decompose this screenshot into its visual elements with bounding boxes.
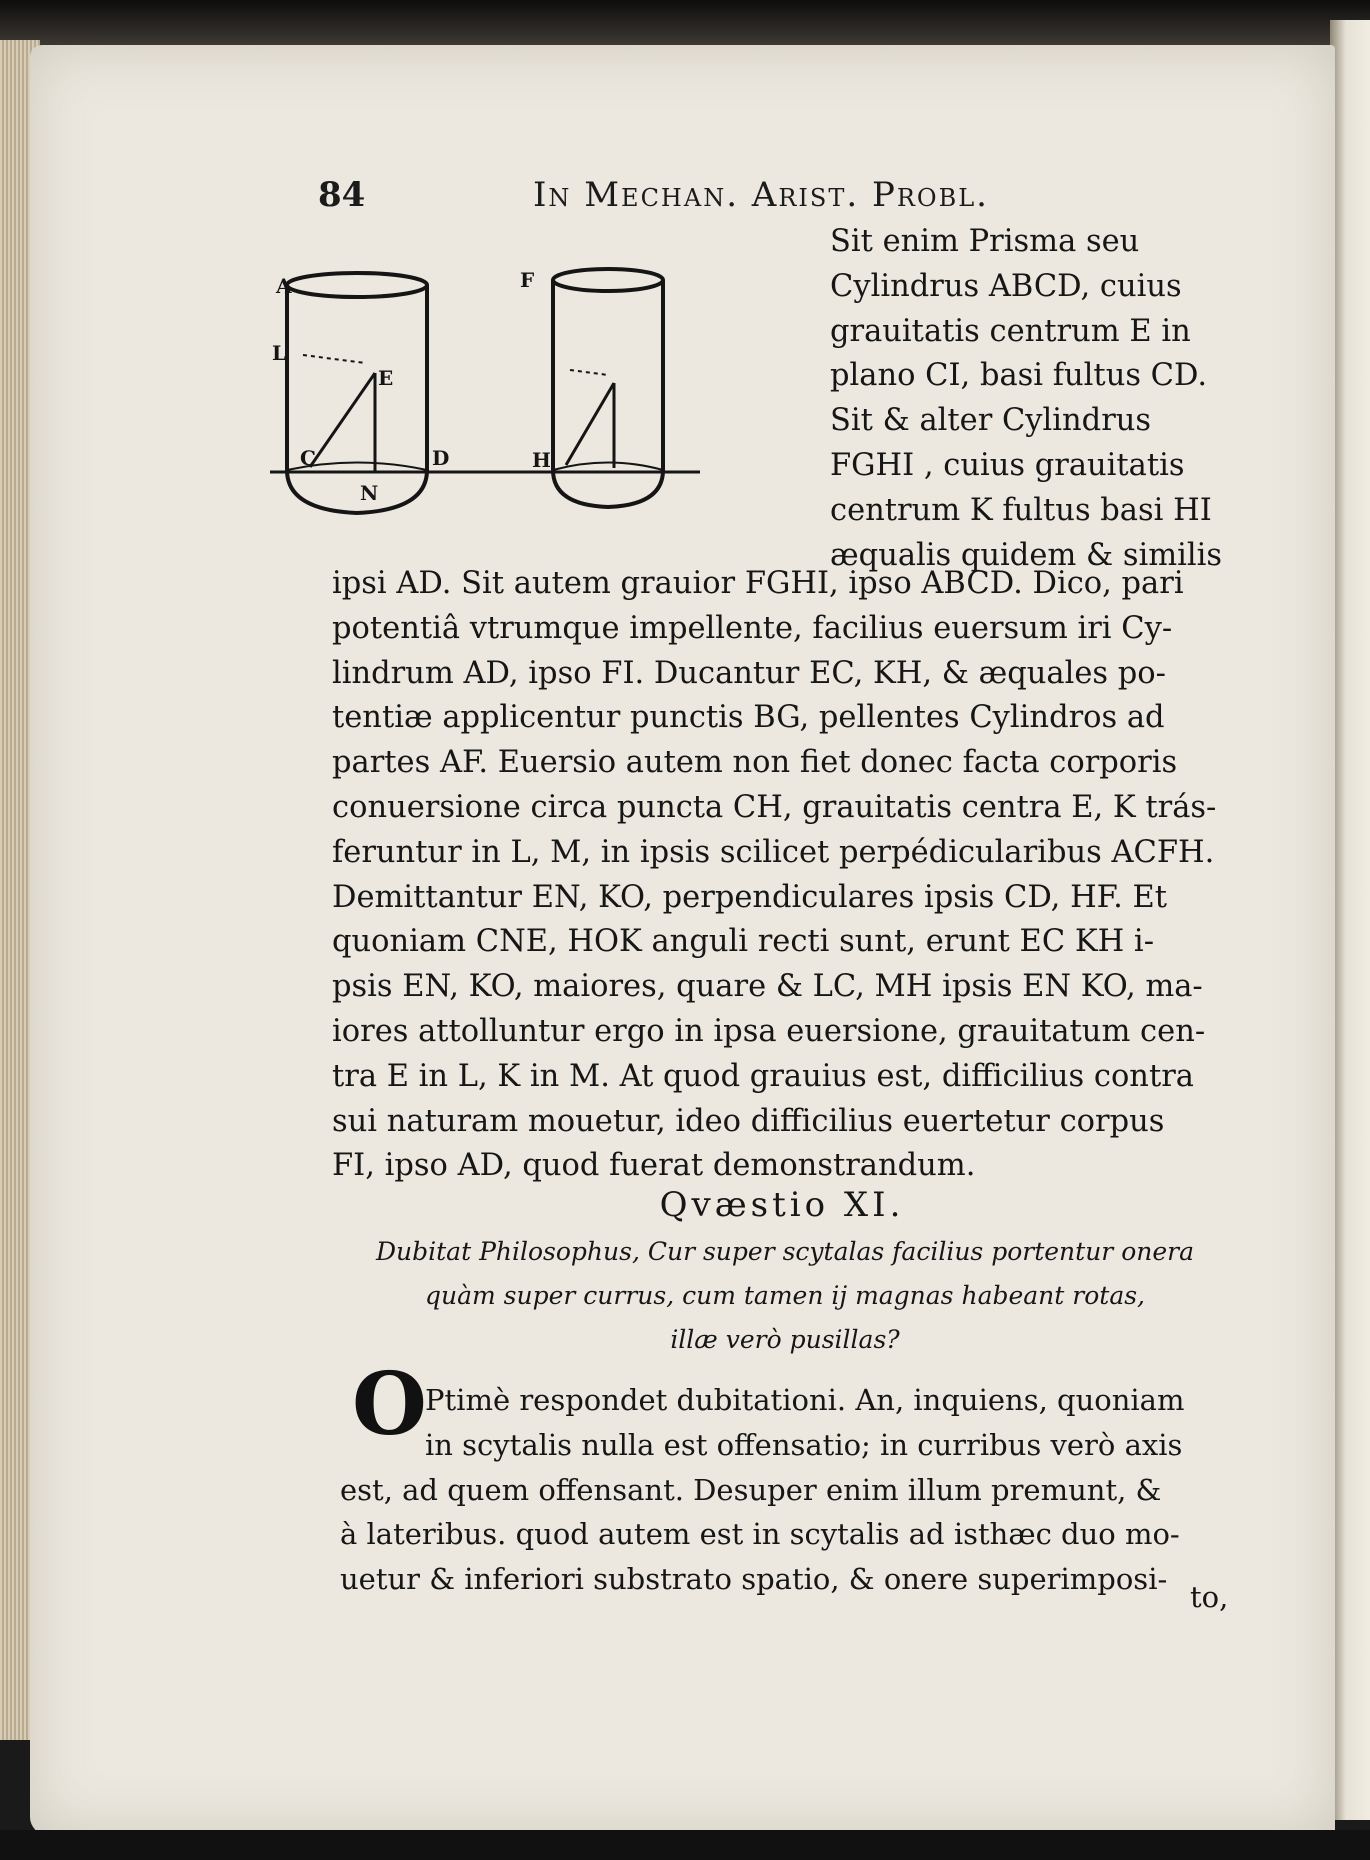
main-line: ipsi AD. Sit autem grauior FGHI, ipso ABCD. Dico, pari	[332, 566, 1184, 601]
side-line: Sit enim Prisma seu	[830, 224, 1140, 259]
cylinder-abcd	[287, 273, 427, 513]
main-line: FI, ipso AD, quod fuerat demonstrandum.	[332, 1148, 976, 1184]
subtitle-line: quàm super currus, cum tamen ij magnas habeant rotas,	[425, 1281, 1145, 1310]
subtitle-line: illæ verò pusillas?	[670, 1325, 900, 1354]
scan-background-bottom	[0, 1830, 1370, 1860]
side-line: plano CI, basi fultus CD.	[830, 358, 1208, 394]
main-line: partes AF. Euersio autem non fiet donec facta corporis	[332, 745, 1178, 781]
answer-line: est, ad quem offensant. Desuper enim illum premunt, &	[340, 1472, 1162, 1507]
answer-line: à lateribus. quod autem est in scytalis ad isthæc duo mo-	[340, 1517, 1180, 1552]
drop-cap: O	[352, 1354, 427, 1455]
answer-text	[340, 1378, 1245, 1602]
main-line: psis EN, KO, maiores, quare & LC, MH ipsis EN KO, ma-	[332, 969, 1203, 1005]
label-h: H	[532, 448, 551, 472]
label-l: L	[272, 341, 287, 365]
label-d: D	[432, 446, 450, 470]
side-line: centrum K fultus basi HI	[830, 492, 1212, 528]
label-c: C	[300, 446, 316, 470]
main-line: potentiâ vtrumque impellente, facilius euersum iri Cy-	[332, 610, 1173, 646]
cylinders-figure	[270, 255, 830, 535]
label-n: N	[360, 481, 379, 505]
label-a: A	[276, 274, 292, 298]
label-f: F	[520, 268, 535, 292]
main-line: lindrum AD, ipso FI. Ducantur EC, KH, & æquales po-	[332, 655, 1166, 691]
main-line: tentiæ applicentur punctis BG, pellentes Cylindros ad	[332, 700, 1165, 736]
page-number: 84	[318, 175, 366, 215]
answer-line: uetur & inferiori substrato spatio, & onere superimposi-	[340, 1562, 1168, 1597]
facing-page-edge	[1330, 20, 1370, 1820]
answer-line: in scytalis nulla est offensatio; in curribus verò axis	[425, 1427, 1183, 1462]
side-text	[830, 220, 1250, 578]
main-line: tra E in L, K in M. At quod grauius est, difficilius contra	[332, 1058, 1194, 1094]
main-line: iores attolluntur ergo in ipsa euersione, grauitatum cen-	[332, 1013, 1206, 1049]
side-line: FGHI , cuius grauitatis	[830, 447, 1185, 483]
main-line: quoniam CNE, HOK anguli recti sunt, erunt EC KH i-	[332, 924, 1154, 960]
catchword: to,	[1190, 1580, 1229, 1614]
quaestio-subtitle	[345, 1230, 1225, 1362]
side-line: Cylindrus ABCD, cuius	[830, 268, 1182, 304]
side-line: æqualis quidem & similis	[830, 537, 1223, 573]
subtitle-line: Dubitat Philosophus, Cur super scytalas facilius portentur onera	[375, 1237, 1195, 1266]
quaestio-heading: Qvæstio XI.	[659, 1185, 905, 1225]
answer-line: Ptimè respondet dubitationi. An, inquiens, quoniam	[425, 1383, 1185, 1417]
side-line: grauitatis centrum E in	[830, 313, 1191, 349]
main-line: Demittantur EN, KO, perpendiculares ipsis CD, HF. Et	[332, 879, 1167, 915]
main-line: feruntur in L, M, in ipsis scilicet perpédicularibus ACFH.	[332, 834, 1215, 870]
running-title: In Mechan. Arist. Probl.	[533, 175, 989, 215]
label-e: E	[378, 366, 394, 390]
main-line: sui naturam mouetur, ideo difficilius euertetur corpus	[332, 1103, 1165, 1139]
main-text	[332, 562, 1232, 1189]
main-line: conuersione circa puncta CH, grauitatis centra E, K trás-	[332, 789, 1217, 825]
side-line: Sit & alter Cylindrus	[830, 403, 1152, 439]
